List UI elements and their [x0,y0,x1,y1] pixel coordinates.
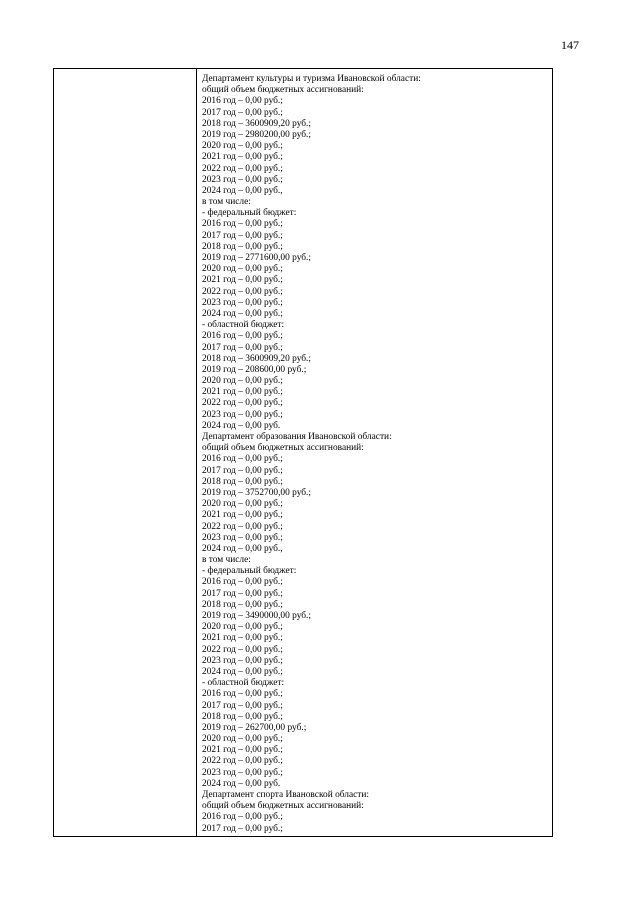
budget-line: 2023 год – 0,00 руб.; [202,174,283,185]
budget-line: 2017 год – 0,00 руб.; [202,700,283,711]
budget-line: 2019 год – 262700,00 руб.; [202,722,307,733]
budget-line: 2020 год – 0,00 руб.; [202,622,283,633]
budget-line: 2022 год – 0,00 руб.; [202,644,283,655]
budget-line: Департамент образования Ивановской области: [202,432,392,442]
budget-line: 2019 год – 2980200,00 руб.; [202,129,311,140]
budget-line: 2021 год – 0,00 руб.; [202,510,283,521]
budget-line: 2022 год – 0,00 руб.; [202,286,283,297]
budget-line: 2018 год – 0,00 руб.; [202,711,283,722]
budget-line: 2022 год – 0,00 руб.; [202,398,283,409]
budget-line: 2020 год – 0,00 руб.; [202,734,283,745]
budget-line: 2018 год – 0,00 руб.; [202,241,283,252]
budget-line: 2019 год – 3752700,00 руб.; [202,487,311,498]
budget-line: 2022 год – 0,00 руб.; [202,163,283,174]
budget-line: 2017 год – 0,00 руб.; [202,107,283,118]
budget-line: 2021 год – 0,00 руб.; [202,745,283,756]
budget-line: 2017 год – 0,00 руб.; [202,465,283,476]
budget-line: 2018 год – 3600909,20 руб.; [202,118,311,129]
budget-line: 2016 год – 0,00 руб.; [202,454,283,465]
budget-line: 2024 год – 0,00 руб., [202,185,283,196]
budget-line: Департамент культуры и туризма Ивановской области: [202,74,421,84]
budget-line: 2019 год – 208600,00 руб.; [202,364,307,375]
budget-line: 2024 год – 0,00 руб. [202,778,281,789]
budget-line: 2016 год – 0,00 руб.; [202,331,283,342]
budget-line: в том числе: [202,197,251,208]
budget-line: Департамент спорта Ивановской области: [202,790,370,800]
budget-line: 2017 год – 0,00 руб.; [202,230,283,241]
budget-line: 2023 год – 0,00 руб.; [202,532,283,543]
budget-line: 2016 год – 0,00 руб.; [202,96,283,107]
table-left-cell [54,69,197,836]
budget-line: 2016 год – 0,00 руб.; [202,577,283,588]
budget-line: 2023 год – 0,00 руб.; [202,767,283,778]
budget-line: 2022 год – 0,00 руб.; [202,521,283,532]
budget-line: 2023 год – 0,00 руб.; [202,655,283,666]
budget-line: общий объем бюджетных ассигнований: [202,85,364,96]
budget-line: в том числе: [202,555,251,566]
budget-line: 2021 год – 0,00 руб.; [202,387,283,398]
page-number: 147 [561,38,579,52]
budget-line: 2024 год – 0,00 руб.; [202,308,283,319]
budget-line: 2016 год – 0,00 руб.; [202,219,283,230]
budget-line: 2023 год – 0,00 руб.; [202,297,283,308]
budget-line: 2019 год – 3490000,00 руб.; [202,611,311,621]
budget-line: - федеральный бюджет: [202,566,297,577]
budget-table [53,68,553,837]
budget-line: - областной бюджет: [202,678,285,689]
budget-line: 2020 год – 0,00 руб.; [202,141,283,152]
budget-line: 2021 год – 0,00 руб.; [202,152,283,163]
budget-line: общий объем бюджетных ассигнований: [202,443,364,454]
budget-line: 2016 год – 0,00 руб.; [202,689,283,700]
budget-line: 2018 год – 0,00 руб.; [202,599,283,610]
budget-line: 2019 год – 2771600,00 руб.; [202,253,311,263]
budget-line: 2022 год – 0,00 руб.; [202,756,283,767]
budget-line: 2017 год – 0,00 руб.; [202,342,283,353]
budget-line: 2016 год – 0,00 руб.; [202,812,283,823]
budget-line: 2024 год – 0,00 руб. [202,420,281,431]
table-right-cell [197,69,552,836]
budget-line: - областной бюджет: [202,320,285,331]
budget-line: 2017 год – 0,00 руб.; [202,588,283,599]
budget-line: 2020 год – 0,00 руб.; [202,264,283,275]
budget-line: 2021 год – 0,00 руб.; [202,275,283,286]
budget-line: 2017 год – 0,00 руб.; [202,823,283,834]
budget-line: 2021 год – 0,00 руб.; [202,633,283,644]
budget-line: 2018 год – 0,00 руб.; [202,476,283,487]
budget-line: 2023 год – 0,00 руб.; [202,409,283,420]
budget-line: 2024 год – 0,00 руб., [202,543,283,554]
budget-line: - федеральный бюджет: [202,208,297,219]
budget-line: 2020 год – 0,00 руб.; [202,499,283,510]
budget-line: 2020 год – 0,00 руб.; [202,376,283,387]
budget-line: 2024 год – 0,00 руб.; [202,666,283,677]
budget-line: общий объем бюджетных ассигнований: [202,801,364,812]
budget-line: 2018 год – 3600909,20 руб.; [202,353,311,364]
